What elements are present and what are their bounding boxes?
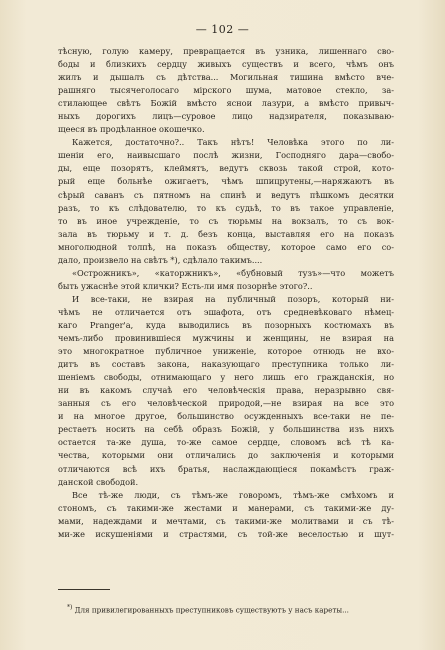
- text-line: шеніемъ свободы, отнимающаго у него лишь его гражданскія, но: [58, 372, 394, 383]
- text-line: быть ужаснѣе этой клички? Есть-ли имя позорнѣе этого?..: [58, 280, 313, 291]
- text-line: щееся въ продѣланное окошечко.: [58, 124, 205, 135]
- text-line: Все тѣ-же люди, съ тѣмъ-же говоромъ, тѣмъ-же смѣхомъ и: [72, 489, 394, 500]
- text-line: рашняго тысячеголосаго мірского шума, матовое стекло, за-: [58, 85, 394, 96]
- text-line: зала въ тюрьму и т. д. безъ конца, выставляя его на показъ: [58, 228, 394, 239]
- text-line: И все-таки, не взирая на публичный позоръ, который ни-: [72, 293, 394, 304]
- footnote-divider: [58, 589, 110, 590]
- text-line: ми-же искушеніями и страстями, съ той-же веселостью и шут-: [58, 528, 394, 539]
- text-line: данской свободой.: [58, 476, 139, 487]
- text-line: мами, надеждами и мечтами, съ такими-же молитвами и съ тѣ-: [58, 515, 394, 526]
- text-line: дитъ въ составъ закона, наказующаго преступника только ли-: [58, 359, 394, 370]
- body-text: [58, 45, 394, 541]
- footnote-marker: *): [67, 604, 73, 611]
- text-line: ды, еще позорятъ, клеймятъ, ведутъ сквозь такой строй, кото-: [58, 163, 394, 174]
- text-line: занныя съ его человѣческой природой,—не взирая на все это: [58, 398, 394, 409]
- text-line: жилъ и дышалъ съ дѣтства... Могильная тишина вмѣсто вче-: [58, 72, 394, 83]
- text-line: отличаются всѣ ихъ братья, наслаждающіеся покамѣстъ граж-: [58, 463, 394, 474]
- text-line: чемъ-либо провинившіеся мужчины и женщины, не взирая на: [58, 333, 394, 344]
- text-line: остается та-же душа, то-же самое сердце, словомъ всѣ тѣ ка-: [58, 437, 394, 448]
- text-line: рестаетъ носить на себѣ образъ Божій, у большинства изъ нихъ: [58, 424, 394, 435]
- text-line: стономъ, съ такими-же жестами и манерами, съ такими-же ду-: [58, 502, 394, 513]
- page-number: — 102 —: [195, 23, 250, 36]
- text-line: чества, которыми они отличались до заключенія и которыми: [58, 450, 394, 461]
- text-line: «Острожникъ», «каторжникъ», «бубновый тузъ»—что можетъ: [72, 267, 394, 278]
- text-line: Кажется, достаточно?.. Такъ нѣтъ! Человѣка этого по ли-: [72, 137, 394, 148]
- text-line: то въ иное учрежденіе, то съ тюрьмы на вокзалъ, то съ вок-: [58, 215, 394, 226]
- text-line: сѣрый саванъ съ пятномъ на спинѣ и ведутъ пѣшкомъ десятки: [58, 189, 394, 200]
- text-line: дало, произвело на свѣтъ *), сдѣлало такимъ....: [58, 254, 263, 265]
- text-line: шеніи его, наивысшаго послѣ жизни, Господняго дара—свобо-: [58, 150, 394, 161]
- text-line: чѣмъ не отличается отъ эшафота, отъ средневѣковаго нѣмец-: [58, 306, 394, 317]
- text-line: и на многое другое, большинство осужденныхъ все-таки не пе-: [58, 411, 394, 422]
- paragraph: [58, 136, 394, 266]
- text-line: многолюдной толпѣ, на показъ обществу, которое само его со-: [58, 241, 394, 252]
- paragraph: [58, 267, 394, 293]
- text-line: ныхъ дорогихъ лицъ—суровое лицо надзирателя, показываю-: [58, 111, 394, 122]
- text-line: ни въ какомъ случаѣ его человѣческія права, неразрывно свя-: [58, 385, 394, 396]
- text-line: каго Pranger'а, куда выводились въ позорныхъ костюмахъ въ: [58, 319, 394, 330]
- footnote-text: Для привилегированныхъ преступниковъ существуютъ у насъ кареты...: [74, 605, 349, 615]
- text-line: тѣсную, голую камеру, превращается въ узника, лишеннаго сво-: [58, 46, 394, 56]
- text-line: это многократное публичное униженіе, которое отнюдь не вхо-: [58, 346, 394, 357]
- footnote: [67, 603, 397, 615]
- paragraph: [58, 293, 394, 489]
- text-line: боды и близкихъ сердцу живыхъ существъ и всего, чѣмъ онъ: [58, 59, 394, 70]
- text-line: разъ, то къ слѣдователю, то къ судьѣ, то въ такое управленіе,: [58, 202, 394, 213]
- text-line: рый еще больнѣе ожигаетъ, чѣмъ шпицрутены,—наряжаютъ въ: [58, 176, 394, 187]
- paragraph: [58, 489, 394, 541]
- text-line: стилающее свѣтъ Божій вмѣсто яснои лазури, а вмѣсто привыч-: [58, 98, 394, 109]
- paragraph: [58, 45, 394, 136]
